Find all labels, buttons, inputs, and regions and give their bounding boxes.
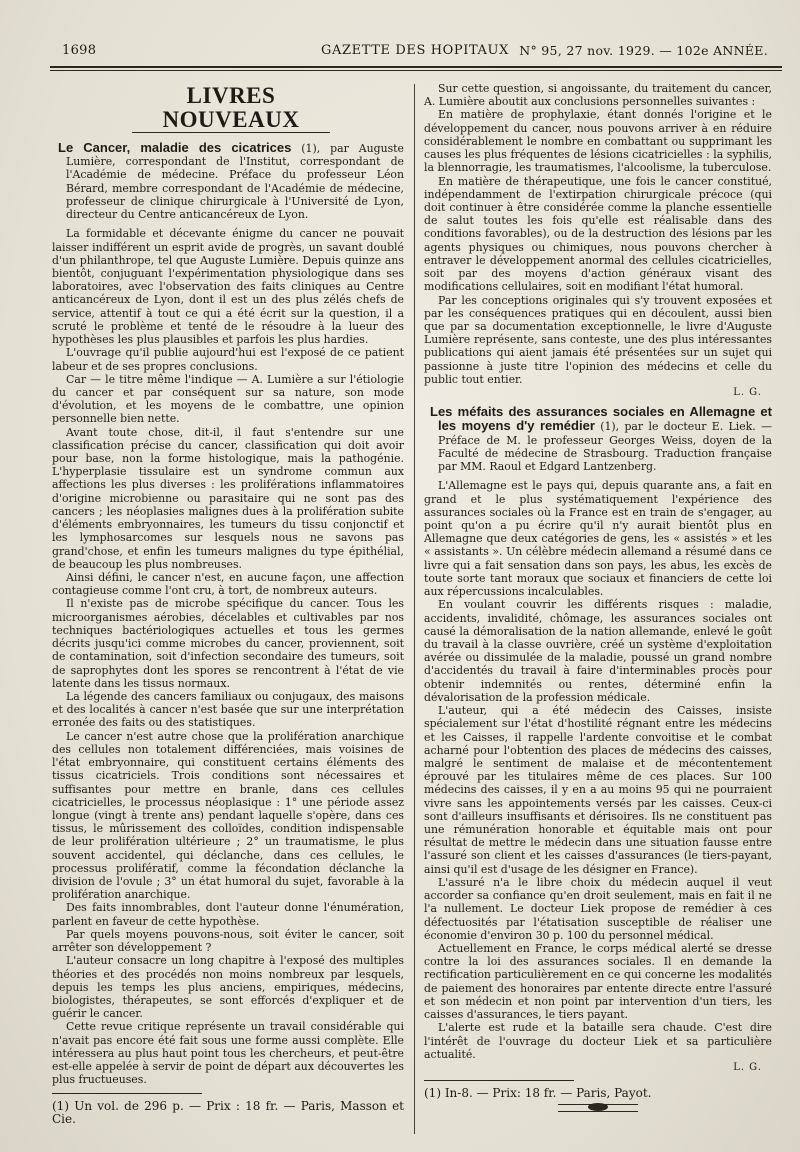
paragraph: L'auteur consacre un long chapitre à l'exposé des multiples théories et des procédés non moins nombreux par lesquels, depuis les temps les plus anciens, empiriques, médecins, biologistes, thérapeutes, se sont efforcés d'expliquer et de guérir le cancer. bbox=[52, 954, 404, 1021]
paragraph: Par les conceptions originales qui s'y trouvent exposées et par les conséquences pratiques qui en découlent, aussi bien que par sa documentation exceptionnelle, le livre d'Auguste Lumière représente, sans conteste, une des plus intéressantes publications qui aient jamais été présentées sur un sujet qui passionne à juste titre l'opinion des médecins et celle du public tout entier. bbox=[424, 293, 772, 386]
footnote-left: (1) Un vol. de 296 p. — Prix : 18 fr. — Paris, Masson et Cie. bbox=[52, 1098, 404, 1126]
review-1-body bbox=[52, 227, 404, 1086]
paragraph: La formidable et décevante énigme du cancer ne pouvait laisser indifférent un esprit avide de progrès, un savant doublé d'un philanthrope, tel que Auguste Lumière. Depuis quinze ans bientôt, conjuguant l'expérimentation physiologique dans ses laboratoires, avec l'observation des faits cliniques au Centre anticancéreux de Lyon, dont il est un des plus zélés chefs de service, attentif à tout ce qui a été écrit sur la question, il a scruté le problème et tenté de le résoudre à la lueur des hypothèses les plus plausibles et parfois les plus hardies. bbox=[52, 227, 404, 347]
paragraph: L'alerte est rude et la bataille sera chaude. C'est dire l'intérêt de l'ouvrage du docteur Liek et sa particulière actualité. bbox=[424, 1021, 772, 1061]
paragraph: L'Allemagne est le pays qui, depuis quarante ans, a fait en grand et le plus systématiquement l'expérience des assurances sociales où la France est en train de s'engager, au point qu'on a pu écrire qu'il n'y aurait bientôt plus en Allemagne que deux catégories de gens, les « assistés » et les « assistants ». Un célèbre médecin allemand a résumé dans ce livre qui a fait sensation dans son pays, les abus, les excès de toute sorte tant moraux que sociaux et financiers de cette loi aux répercussions incalculables. bbox=[424, 479, 772, 599]
header-rule-thin bbox=[50, 70, 782, 71]
paragraph: L'ouvrage qu'il publie aujourd'hui est l'exposé de ce patient labeur et de ses propres conclusions. bbox=[52, 346, 404, 373]
paragraph: En matière de thérapeutique, une fois le cancer constitué, indépendamment de l'extirpation chirurgicale précoce (qui doit continuer à être considérée comme la planche essentielle de salut toutes les fois qu'elle est réalisable dans des conditions favorables), ou de la destruction des lésions par les agents physiques ou chimiques, nous pouvons chercher à entraver le développement anormal des cellules cicatricielles, soit par des moyens d'action généraux visant des modifications cellulaires, soit en modifiant l'état humoral. bbox=[424, 174, 772, 294]
paragraph: En matière de prophylaxie, étant donnés l'origine et le développement du cancer, nous pouvons arriver à en réduire considérablement le nombre en combattant ou supprimant les causes les plus fréquentes de lésions cicatricielles : la syphilis, la blennorragie, les traumatismes, l'alcoolisme, la tuberculose. bbox=[424, 108, 772, 175]
paragraph: L'assuré n'a le libre choix du médecin auquel il veut accorder sa confiance qu'en droit seulement, mais en fait il ne l'a nullement. Le docteur Liek propose de remédier à ces défectuosités par l'étatisation susceptible de réaliser une économie d'environ 30 p. 100 du personnel médical. bbox=[424, 875, 772, 942]
paragraph: Il n'existe pas de microbe spécifique du cancer. Tous les microorganismes aérobies, décelables et cultivables par nos techniques bactériologiques actuelles et tous les germes décrits jusqu'ici comme microbes du cancer, proviennent, soit de contamination, soit d'infection secondaire des tumeurs, soit de saprophytes dont les spores se rencontrent à l'état de vie latente dans les tissus normaux. bbox=[52, 597, 404, 690]
paragraph: La légende des cancers familiaux ou conjugaux, des maisons et des localités à cancer n'est basée que sur une interprétation erronée des faits ou des statistiques. bbox=[52, 689, 404, 730]
book-1-title: Le Cancer, maladie des cicatrices bbox=[58, 140, 292, 155]
book-2-info: (1), par le docteur E. Liek. — Préface de M. le professeur Georges Weiss, doyen de la Faculté de médecine de Strasbourg. Traduction française par MM. Raoul et Edgard Lantzenberg. bbox=[438, 420, 772, 474]
right-column bbox=[424, 82, 772, 1112]
header-rule-thick bbox=[50, 66, 782, 68]
issue-info: N° 95, 27 nov. 1929. — 102e ANNÉE. bbox=[519, 43, 768, 58]
journal-title: GAZETTE DES HOPITAUX bbox=[321, 43, 509, 58]
section-title: LIVRES NOUVEAUX bbox=[132, 82, 330, 133]
paragraph: En voulant couvrir les différents risques : maladie, accidents, invalidité, chômage, les assurances sociales ont causé la démoralisation de la nation allemande, enlevé le goût du travail à la classe ouvrière, créé un système d'exploitation avérée ou dissimulée de la maladie, poussé un grand nombre d'accidentés du travail à faire d'interminables procès pour obtenir indemnités ou rentes, déterminé enfin la dévalorisation de la profession médicale. bbox=[424, 598, 772, 704]
footnote-rule-left bbox=[52, 1093, 202, 1094]
book-1-info: (1), par Auguste Lumière, correspondant de l'Institut, correspondant de l'Académie de médecine. Préface du professeur Léon Bérard, membre correspondant de l'Académie de médecine, professeur de clinique chirurgicale à l'Université de Lyon, directeur du Centre anticancéreux de Lyon. bbox=[66, 142, 404, 222]
paragraph: Actuellement en France, le corps médical alerté se dresse contre la loi des assurances sociales. Il en demande la rectification particulièrement en ce qui concerne les modalités de paiement des honoraires par entente directe entre l'assuré et son médecin et non point par intervention d'un tiers, les caisses d'assurances, le tiers payant. bbox=[424, 942, 772, 1022]
footnote-right: (1) In-8. — Prix: 18 fr. — Paris, Payot. bbox=[424, 1086, 652, 1101]
review-2-body bbox=[424, 479, 772, 1061]
footnote-rule-right bbox=[424, 1080, 574, 1081]
paragraph: L'auteur, qui a été médecin des Caisses, insiste spécialement sur l'état d'hostilité régnant entre les médecins et les Caisses, il rappelle l'ardente convoitise et le combat acharné pour l'obtention des places de médecins des caisses, malgré le sentiment de malaise et de mécontentement éprouvé par les titulaires même de ces places. Sur 100 médecins des caisses, il y en a au moins 95 qui ne pourraient vivre sans les appointements versés par les caisses. Ceux-ci sont d'ailleurs insuffisants et dérisoires. Ils ne constituent pas une rémunération honorable et équitable mais ont pour résultat de mettre le médecin dans une situation fausse entre l'assuré son client et les caisses d'assurances (le tiers-payant, ainsi qu'il est d'usage de les désigner en France). bbox=[424, 704, 772, 876]
book-entry-2-header bbox=[424, 405, 772, 473]
book-2-title: Les méfaits des assurances sociales en Allemagne et les moyens d'y remédier bbox=[430, 404, 772, 434]
paragraph: Sur cette question, si angoissante, du traitement du cancer, A. Lumière aboutit aux conclusions personnelles suivantes : bbox=[424, 82, 772, 109]
paragraph: Des faits innombrables, dont l'auteur donne l'énumération, parlent en faveur de cette hypothèse. bbox=[52, 901, 404, 928]
end-ornament bbox=[558, 1104, 638, 1112]
book-entry-1-header bbox=[52, 141, 404, 221]
paragraph: Cette revue critique représente un travail considérable qui n'avait pas encore été fait sous une forme aussi complète. Elle intéressera au plus haut point tous les chercheurs, et peut-être est-elle appelée à servir de point de départ aux découvertes les plus fructueuses. bbox=[52, 1020, 404, 1087]
paragraph: Car — le titre même l'indique — A. Lumière a sur l'étiologie du cancer et par conséquent sur sa nature, son mode d'évolution, et les moyens de le combattre, une opinion personnelle bien nette. bbox=[52, 372, 404, 426]
signature-1: L. G. bbox=[733, 387, 762, 399]
paragraph: Ainsi défini, le cancer n'est, en aucune façon, une affection contagieuse comme l'ont cru, à tort, de nombreux auteurs. bbox=[52, 571, 404, 598]
left-column bbox=[52, 82, 404, 1126]
column-divider bbox=[414, 84, 415, 1134]
signature-2: L. G. bbox=[733, 1061, 762, 1073]
review-1-continuation bbox=[424, 82, 772, 386]
page-header bbox=[52, 40, 778, 64]
paragraph: Par quels moyens pouvons-nous, soit éviter le cancer, soit arrêter son développement ? bbox=[52, 927, 404, 955]
paragraph: Avant toute chose, dit-il, il faut s'entendre sur une classification précise du cancer, classification qui doit avoir pour base, non la forme histologique, mais la pathogénie. L'hyperplasie tissulaire est un syndrome commun aux affections les plus diverses : les proliférations inflammatoires d'origine microbienne ou parasitaire qui ne sont pas des cancers ; les néoplasies malignes dues à la prolifération subite d'éléments embryonnaires, les tumeurs du tissu conjonctif et les lymphosarcomes sur lesquels nous ne savons pas grand'chose, et enfin les tumeurs malignes du type épithélial, de beaucoup les plus nombreuses. bbox=[52, 425, 404, 571]
page-number: 1698 bbox=[62, 43, 97, 58]
paragraph: Le cancer n'est autre chose que la prolifération anarchique des cellules non totalement différenciées, mais voisines de l'état embryonnaire, qui constituent certains éléments des tissus cicatriciels. Trois conditions sont nécessaires et suffisantes pour mettre en branle, dans ces cellules cicatricielles, le processus néoplasique : 1° une période assez longue (vingt à trente ans) pendant laquelle s'opère, dans ces tissus, le mûrissement des colloïdes, condition indispensable de leur prolifération ultérieure ; 2° un traumatisme, le plus souvent accidentel, qui déclanche, dans ces cellules, le processus prolifératif, comme la fécondation déclanche la division de l'ovule ; 3° un état humoral du sujet, favorable à la prolifération anarchique. bbox=[52, 729, 404, 902]
